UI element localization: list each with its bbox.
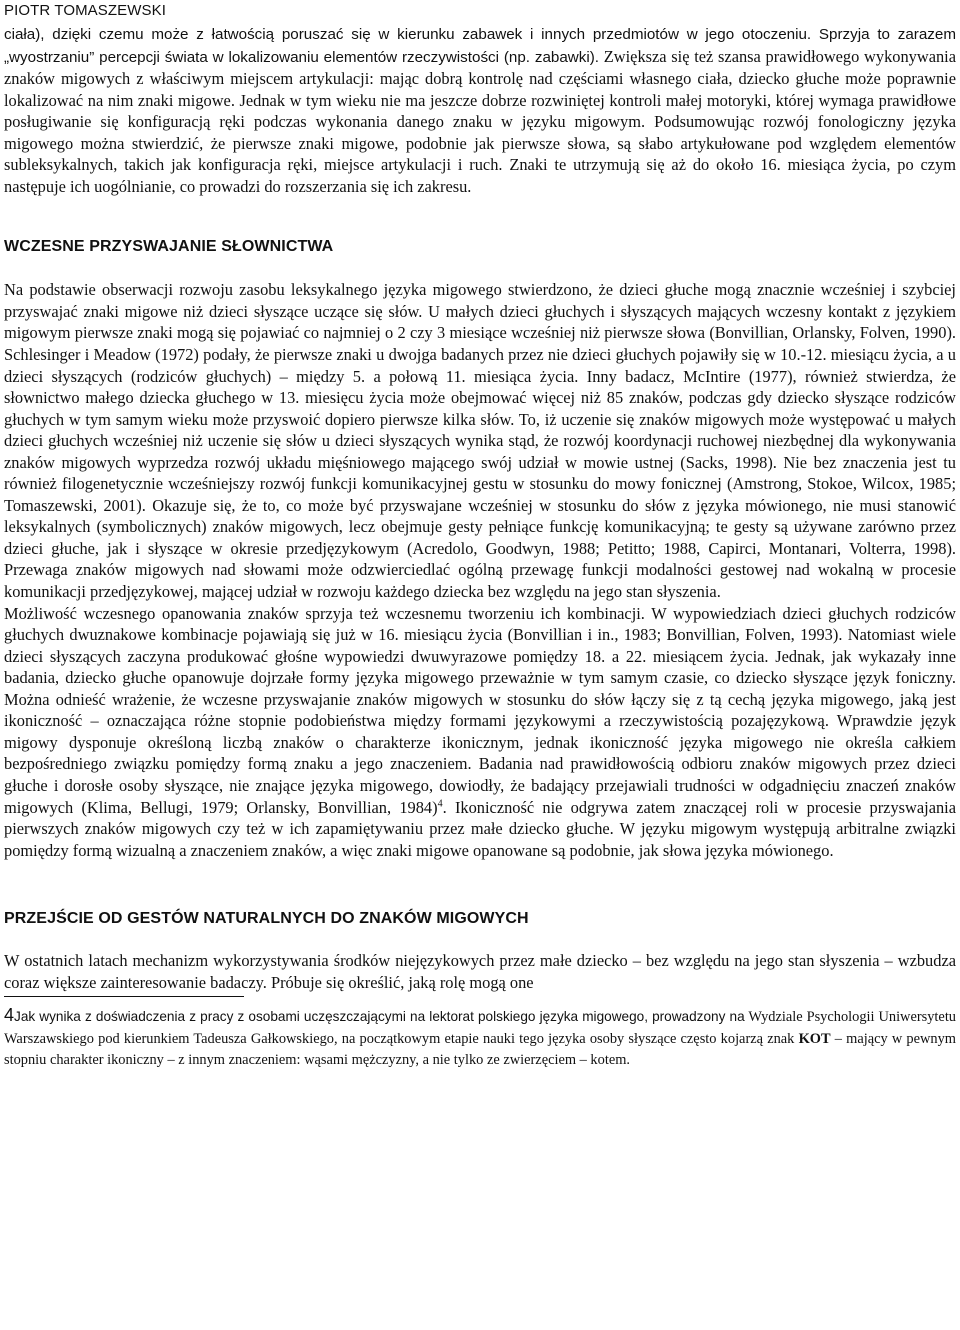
footnote-divider (4, 996, 244, 997)
vocabulary-paragraph-2-text: Możliwość wczesnego opanowania znaków sprzyja też wczesnemu tworzeniu ich kombinacji. W wypowiedziach dzieci głuchych rodziców głuchych dwuznakowe kombinacje pojawiają się już w 16. miesiącu życia (Bonvillian i in., 1983; Bonvillian, Folven, 1993). Natomiast wiele dzieci słyszących zaczyna produkować głośne wypowiedzi dwuwyrazowe pomiędzy 18. a 22. miesiącem życia. Jednak, jak wykazały inne badania, dziecko głuche opanowuje dojrzałe formy języka migowego przeważnie w tym samym czasie, co dziecko słyszące język foniczny. Można odnieść wrażenie, że wczesne przyswajanie znaków migowych w stosunku do słów łączy się z tą cechą języka migowego, jaką jest ikoniczność – oznaczająca różne stopnie podobieństwa między formami językowymi a rzeczywistością pozajęzykową. Wprawdzie język migowy dysponuje określoną liczbą znaków o charakterze ikonicznym, jednak ikoniczność języka migowego nie określa całkiem bezpośredniego związku pomiędzy formą znaku a jego znaczeniem. Badania nad prawidłowością odbioru znaków migowych przez dzieci głuche i dorosłe osoby słyszące, nie znające języka migowego, dowiodły, że badający przejawiali trudności w odgadnięciu znaczeń znaków migowych (Klima, Bellugi, 1979; Orlansky, Bonvillian, 1984) (4, 603, 956, 817)
running-header-author: PIOTR TOMASZEWSKI (4, 2, 166, 19)
intro-paragraph (4, 23, 956, 197)
vocabulary-paragraph-1: Na podstawie obserwacji rozwoju zasobu leksykalnego języka migowego stwierdzono, że dzieci głuche mogą znacznie wcześniej i szybciej przyswajać znaki migowe niż dzieci słyszące uczące się słów. U małych dzieci głuchych i słyszących mających wczesny kontakt z językiem migowym pierwsze znaki mogą się pojawiać co najmniej o 2 czy 3 miesiące wcześniej niż pierwsze słowa (Bonvillian, Orlansky, Folven, 1990). Schlesinger i Meadow (1972) podały, że pierwsze znaki u dwojga badanych przez nie dzieci głuchych pojawiły się w 10.-12. miesiącu życia, a u dzieci słyszących (rodziców głuchych) – między 5. a połową 11. miesiąca życia. Inny badacz, McIntire (1977), również stwierdza, że słownictwo małego dziecka głuchego w 13. miesięcu życia może obejmować więcej niż 85 znaków, podczas gdy dziecko słyszące rodziców głuchych w tym samym wieku może przyswoić dopiero pierwsze kilka słów. To, iż uczenie się znaków migowych może występować u małych dzieci głuchych wcześniej niż uczenie się słów u dzieci słyszących wynika stąd, że rozwój koordynacji ruchowej niezbędnej dla wykonywania znaków migowych wyprzedza rozwój układu mięśniowego mającego swój udział w mowie ustnej (Sacks, 1998). Nie bez znaczenia jest tu również filogenetycznie wcześniejszy rozwój funkcji komunikacyjnej gestu w stosunku do mowy fonicznej (Amstrong, Stokoe, Wilcox, 1985; Tomaszewski, 2001). Okazuje się, że to, co może być przyswajane wcześniej w stosunku do słów z języka mówionego, nie musi stanowić leksykalnych (symbolicznych) znaków migowych, lecz obejmuje gesty pełniące funkcję komunikacyjną; te gesty są używane zarówno przez dzieci głuche, jak i słyszące w okresie przedjęzykowym (Acredolo, Goodwyn, 1988; Petitto; 1988, Capirci, Montanari, Volterra, 1998). Przewaga znaków migowych nad słowami może odzwierciedlać ogólną przewagę funkcji modalności gestowej nad wokalną w procesie komunikacji przedjęzykowej, mającej udział w rozwoju każdego dziecka bez względu na jego stan słyszenia. (4, 280, 956, 602)
footnote-body-b: – mający w pewnym stopniu charakter ikoniczny – z innym znaczeniem: wąsami mężczyzny, a nie tylko ze zwierzęciem – kotem. (4, 1030, 956, 1069)
intro-sans-lead: ciała), dzięki czemu może z łatwością poruszać się w kierunku zabawek i innych przedmiotów w jego otoczeniu. Sprzyja to zarazem „wyostrzaniu” percepcji świata w lokalizowaniu elementów rzeczywistości (np. zabawki). (4, 26, 956, 66)
vocabulary-paragraph-2 (4, 603, 956, 862)
section-heading-gestures: PRZEJŚCIE OD GESTÓW NATURALNYCH DO ZNAKÓW MIGOWYCH (4, 910, 529, 928)
gestures-paragraph-1: W ostatnich latach mechanizm wykorzystywania środków niejęzykowych przez małe dziecko – bez względu na jego stan słyszenia – wzbudza coraz większe zainteresowanie badaczy. Próbuje się określić, jaką rolę mogą one (4, 951, 956, 992)
footnote-body-a: Wydziale Psychologii Uniwersytetu Warszawskiego pod kierunkiem Tadeusza Gałkowskiego, na początkowym etapie nauki tego języka osoby słyszące często kojarzą znak (4, 1009, 957, 1047)
footnote-reference-4[interactable]: 4 (437, 798, 443, 810)
vocabulary-paragraph-2-tail: . Ikoniczność nie odgrywa zatem znaczącej roli w procesie przyswajania pierwszych znaków migowych czy też w ich zapamiętywaniu przez małe dziecko głuche. W języku migowym występują arbitralne związki pomiędzy formą wizualną a znaczeniem znaków, a więc znaki migowe opanowane są podobnie, jak słowa języka mówionego. (4, 797, 956, 860)
intro-body: Zwiększa się też szansa prawidłowego wykonywania znaków migowych z właściwym miejscem artykulacji: mając dobrą kontrolę nad częściami własnego ciała, dziecko głuche może poprawnie lokalizować na nim znaki migowe. Jednak w tym wieku nie ma jeszcze dobrze rozwiniętej kontroli małej motoryki, której wymaga prawidłowe posługiwanie się konfiguracją ręki podczas wykonania danego znaku w języku migowym. Podsumowując rozwój fonologiczny języka migowego można stwierdzić, że pierwsze znaki migowe, podobnie jak pierwsze słowa, są słabo artykułowane pod względem elementów subleksykalnych, takich jak konfiguracja ręki, miejsce artykulacji i ruch. Znaki te utrzymują się aż do około 16. miesiąca życia, po czym następuje ich uogólnianie, co prowadzi do rozszerzania się ich zakresu. (4, 46, 957, 196)
footnote-sans-lead: Jak wynika z doświadczenia z pracy z osobami uczęszczającymi na lektorat polskiego języka migowego, prowadzony na (14, 1009, 745, 1025)
footnote-4 (4, 1005, 956, 1072)
footnote-sign-kot: KOT (798, 1030, 831, 1047)
footnote-mark: 4 (4, 1005, 15, 1026)
section-heading-vocabulary: WCZESNE PRZYSWAJANIE SŁOWNICTWA (4, 238, 334, 256)
